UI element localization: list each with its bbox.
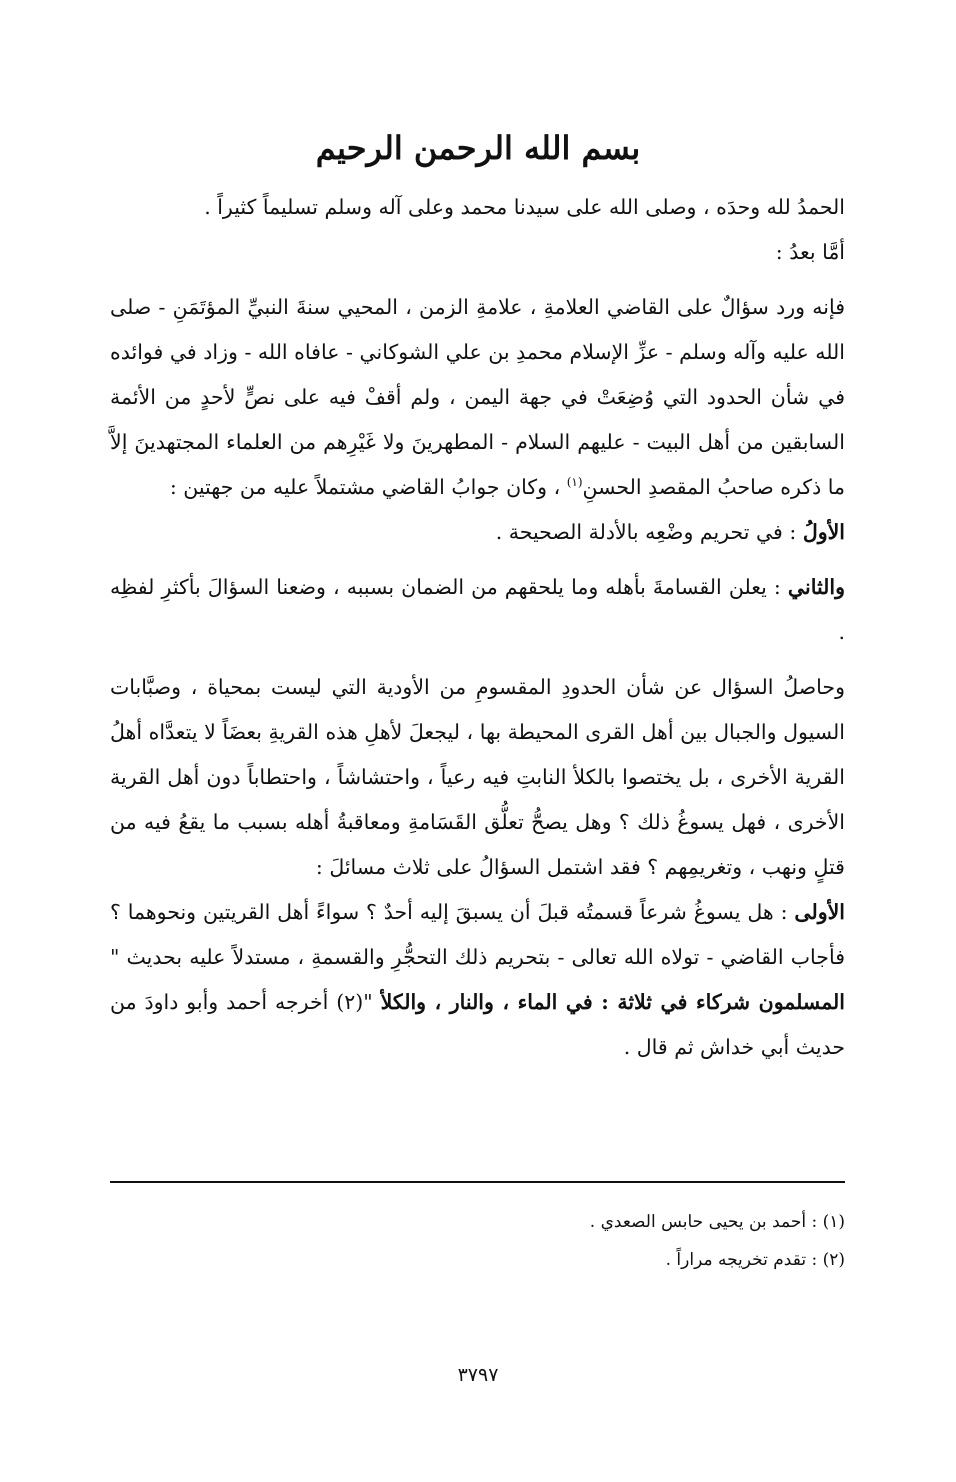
first-aspect-text: : في تحريم وضْعِه بالأدلة الصحيحة . [495,520,803,544]
second-aspect-label: والثاني [787,575,845,599]
main-text [110,185,845,1070]
footnote-divider [110,1181,845,1183]
paragraph-question-summary: وحاصلُ السؤال عن شأن الحدودِ المقسومِ من الأودية التي ليست بمحياة ، وصبَّابات السيول والجبال بين أهل القرى المحيطة بها ، ليجعلَ لأهلِ هذه القريةِ بعضَاً لا يتعدَّاه أهلُ القرية الأخرى ، بل يختصوا بالكلأ النابتِ فيه رعياً ، واحتشاشاً ، واحتطاباً دون أهل القرية الأخرى ، فهل يسوغُ ذلك ؟ وهل يصحُّ تعلُّق القَسَامةِ ومعاقبةُ أهله بسبب ما يقعُ فيه من قتلٍ ونهب ، وتغريمِهم ؟ فقد اشتمل السؤالُ على ثلاث مسائلَ : [110,675,845,879]
paragraph-first-aspect [110,510,845,555]
paragraph-question-text-end: ، وكان جوابُ القاضي مشتملاً عليه من جهتين : [169,475,567,499]
page-number: ٣٧٩٧ [457,1364,499,1386]
first-issue-text: : هل يسوغُ شرعاً قسمتُه قبلَ أن يسبقَ إليه أحدٌ ؟ سواءً أهل القريتين ونحوهما ؟ فأجاب القاضي - تولاه الله تعالى - بتحريم ذلك التحجُّرِ والقسمةِ ، مستدلاً عليه بحديث " [110,900,845,969]
paragraph-question-intro [110,285,845,510]
paragraph-amma-bad: أمَّا بعدُ : [775,240,845,264]
page-title: بسم الله الرحمن الرحيم [315,129,641,167]
footnote-ref-2[interactable]: "(٢) [336,990,381,1014]
paragraph-praise: الحمدُ لله وحدَه ، وصلى الله على سيدنا محمد وعلى آله وسلم تسليماً كثيراً . [204,195,845,219]
paragraph-second-aspect [110,565,845,655]
footnote-1: (١) : أحمد بن يحيى حابس الصعدي . [589,1212,845,1232]
second-aspect-text: : يعلن القسامةَ بأهله وما يلحقهم من الضمان بسببه ، وضعنا السؤالَ بأكثرِ لفظِه . [110,575,845,644]
footnote-ref-1[interactable]: (١) [566,475,583,490]
first-issue-label: الأولى [794,900,845,924]
paragraph-question-text: فإنه ورد سؤالٌ على القاضي العلامةِ ، علامةِ الزمن ، المحيي سنةَ النبيِّ المؤتَمَنِ - صلى الله عليه وآله وسلم - عزِّ الإسلام محمدِ بن علي الشوكاني - عافاه الله - وزاد في فوائده في شأن الحدود التي وُضِعَتْ في جهة اليمن ، ولم أقفْ فيه على نصٍّ لأحدٍ من الأئمة السابقين من أهل البيت - عليهم السلام - المطهرينَ ولا غَيْرِهم من العلماء المجتهدينَ إلاَّ ما ذكره صاحبُ المقصدِ الحسنِ [110,295,845,499]
footnote-2: (٢) : تقدم تخريجه مراراً . [665,1250,845,1270]
footnotes [110,1203,845,1279]
hadith-text: المسلمون شركاء في ثلاثة : في الماء ، والنار ، والكلأ [380,990,846,1014]
first-aspect-label: الأولُ [802,520,845,544]
first-issue-text-end: أخرجه أحمد وأبو داودَ من حديث أبي خداش ثم قال . [110,990,845,1059]
paragraph-first-issue [110,890,845,1070]
